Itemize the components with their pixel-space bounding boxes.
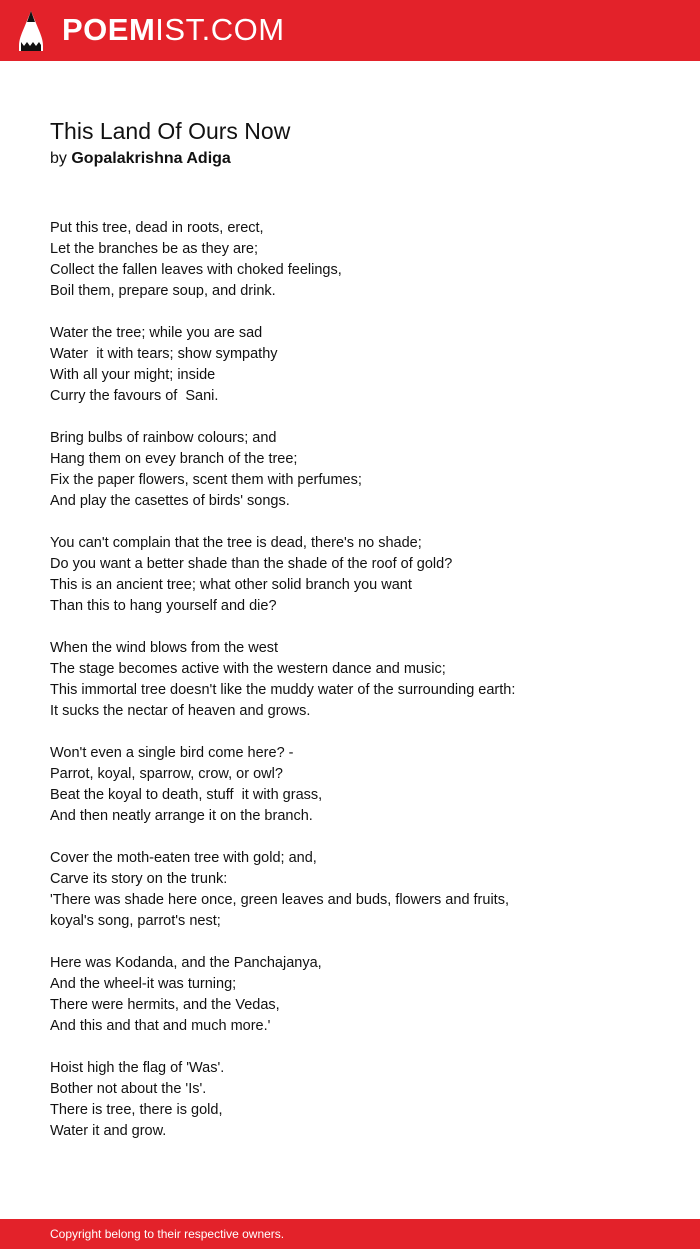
poem-stanza [50, 1058, 670, 1142]
poem-line: And this and that and much more.' [50, 1018, 271, 1034]
poem-line: Carve its story on the trunk: [50, 871, 228, 887]
poem-line: 'There was shade here once, green leaves and buds, flowers and fruits, [50, 892, 509, 908]
poem-line: Here was Kodanda, and the Panchajanya, [50, 955, 322, 971]
logo-light-text: IST.COM [155, 12, 285, 47]
poem-title: This Land Of Ours Now [50, 118, 291, 144]
poem-stanza [50, 533, 670, 617]
poem-line: Parrot, koyal, sparrow, crow, or owl? [50, 766, 283, 782]
poem-line: And play the casettes of birds' songs. [50, 493, 290, 509]
poem-line: Let the branches be as they are; [50, 241, 258, 257]
poem-line: And then neatly arrange it on the branch. [50, 808, 313, 824]
poem-line: There is tree, there is gold, [50, 1102, 223, 1118]
site-header [0, 0, 700, 61]
poem-stanza [50, 953, 670, 1037]
poem-line: Water it with tears; show sympathy [50, 346, 278, 362]
poem-line: It sucks the nectar of heaven and grows. [50, 703, 311, 719]
poem-line: Water the tree; while you are sad [50, 325, 263, 341]
poem-line: And the wheel-it was turning; [50, 976, 237, 992]
poem-line: Fix the paper flowers, scent them with perfumes; [50, 472, 362, 488]
site-footer [0, 1219, 700, 1249]
poem-stanza [50, 743, 670, 827]
poem-line: Collect the fallen leaves with choked feelings, [50, 262, 342, 278]
poem-line: Do you want a better shade than the shade of the roof of gold? [50, 556, 453, 572]
poem-stanza [50, 323, 670, 407]
poem-line: Beat the koyal to death, stuff it with grass, [50, 787, 323, 803]
by-label: by [50, 150, 67, 167]
pencil-tip-logo-icon[interactable] [18, 10, 44, 52]
poem-line: Hoist high the flag of 'Was'. [50, 1060, 225, 1076]
poem-line: Won't even a single bird come here? - [50, 745, 294, 761]
poem-line: Water it and grow. [50, 1123, 167, 1139]
poem-line: Curry the favours of Sani. [50, 388, 219, 404]
poem-line: When the wind blows from the west [50, 640, 279, 656]
poem-stanza [50, 428, 670, 512]
poem-author: Gopalakrishna Adiga [71, 150, 231, 167]
poem-line: This immortal tree doesn't like the muddy water of the surrounding earth: [50, 682, 516, 698]
poem-body [50, 218, 670, 1163]
poem-line: Boil them, prepare soup, and drink. [50, 283, 276, 299]
poem-line: The stage becomes active with the western dance and music; [50, 661, 446, 677]
poem-line: Cover the moth-eaten tree with gold; and, [50, 850, 317, 866]
poem-line: With all your might; inside [50, 367, 216, 383]
poem-line: koyal's song, parrot's nest; [50, 913, 221, 929]
poem-byline [50, 149, 231, 169]
poem-line: Put this tree, dead in roots, erect, [50, 220, 264, 236]
poem-line: This is an ancient tree; what other solid branch you want [50, 577, 412, 593]
site-logo[interactable] [62, 12, 285, 48]
poem-line: Hang them on evey branch of the tree; [50, 451, 298, 467]
poem-stanza [50, 218, 670, 302]
poem-line: Than this to hang yourself and die? [50, 598, 277, 614]
copyright-notice: Copyright belong to their respective owners. [50, 1227, 285, 1241]
poem-line: There were hermits, and the Vedas, [50, 997, 280, 1013]
poem-line: You can't complain that the tree is dead, there's no shade; [50, 535, 422, 551]
logo-bold-text: POEM [62, 12, 156, 47]
poem-line: Bring bulbs of rainbow colours; and [50, 430, 277, 446]
poem-line: Bother not about the 'Is'. [50, 1081, 207, 1097]
poem-stanza [50, 848, 670, 932]
poem-stanza [50, 638, 670, 722]
